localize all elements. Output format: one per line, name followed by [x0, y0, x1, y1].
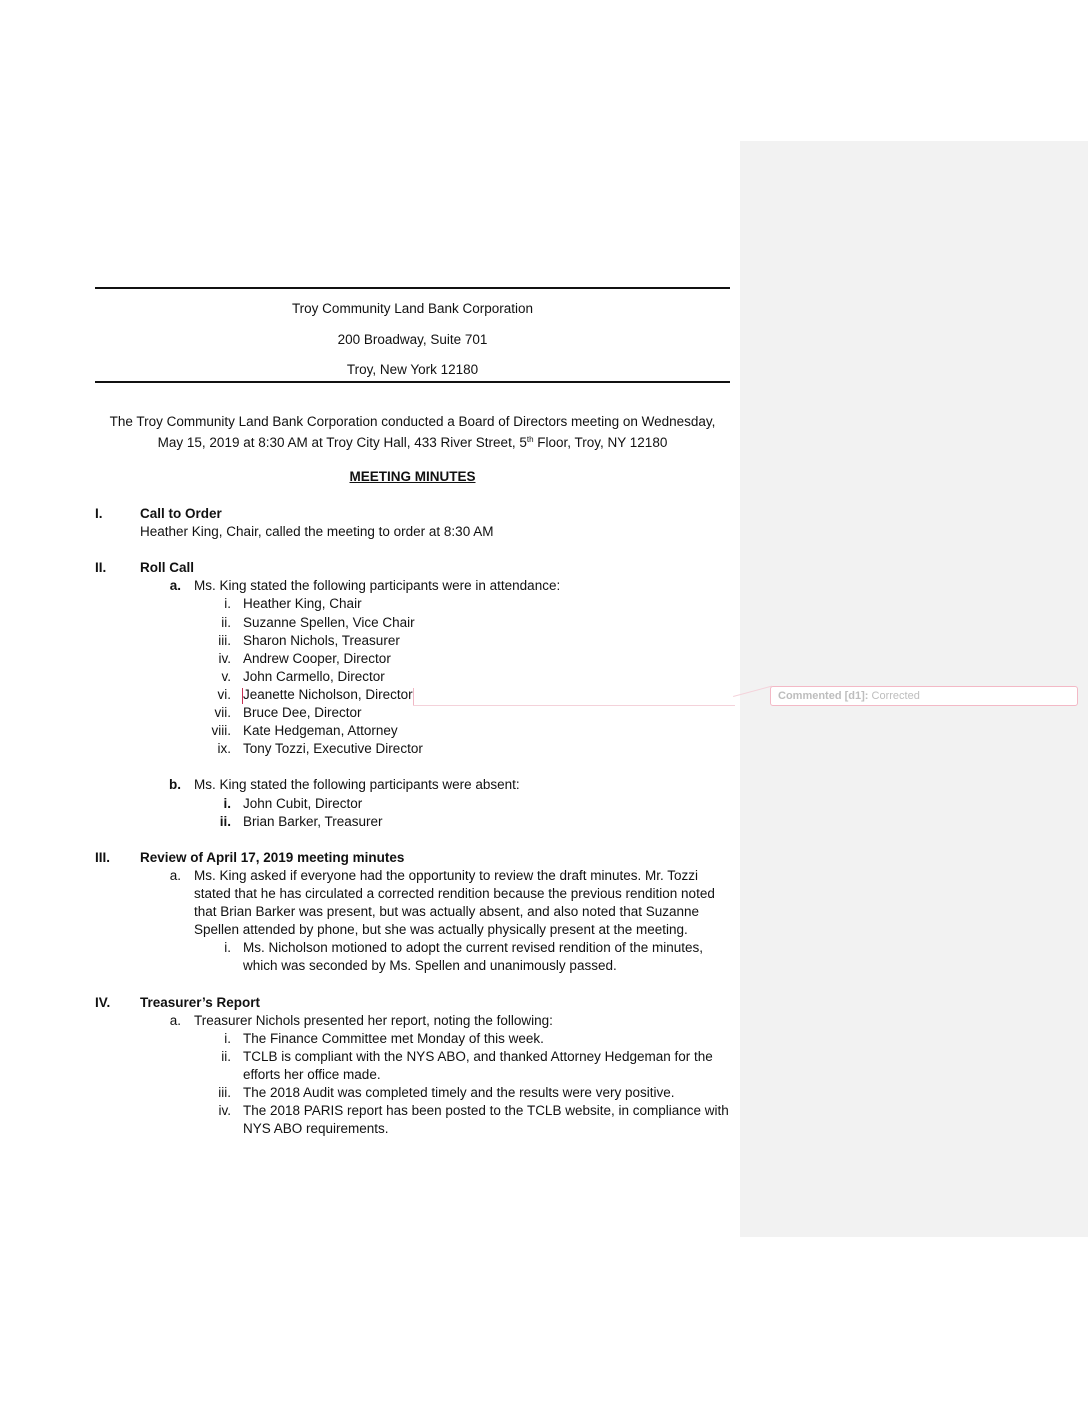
attendee: Tony Tozzi, Executive Director: [243, 741, 423, 756]
list-item: Ms. King stated the following participants were absent:: [194, 777, 520, 792]
attendee: Sharon Nichols, Treasurer: [243, 633, 400, 648]
list-item: Treasurer Nichols presented her report, noting the following:: [194, 1013, 553, 1028]
header-bottom-rule: [95, 381, 730, 383]
list-number: v.: [221, 669, 231, 684]
list-number: i.: [224, 1031, 231, 1046]
list-label: a.: [169, 868, 181, 883]
section-heading: Roll Call: [140, 560, 195, 575]
comment-author: Commented [d1]:: [778, 690, 869, 702]
attendee-commented[interactable]: Jeanette Nicholson, Director: [243, 687, 413, 702]
list-item: TCLB is compliant with the NYS ABO, and thanked Attorney Hedgeman for the efforts her office made.: [243, 1049, 713, 1082]
list-item: Ms. King stated the following participants were in attendance:: [194, 578, 561, 593]
attendee: Kate Hedgeman, Attorney: [243, 723, 398, 738]
header-top-rule: [95, 287, 730, 289]
list-number: vii.: [214, 705, 231, 720]
list-item: The 2018 PARIS report has been posted to the TCLB website, in compliance with NYS ABO requirements.: [243, 1103, 729, 1136]
attendee: Suzanne Spellen, Vice Chair: [243, 615, 415, 630]
list-number: iii.: [218, 633, 231, 648]
list-number: viii.: [211, 723, 231, 738]
list-item: The 2018 Audit was completed timely and the results were very positive.: [243, 1085, 675, 1100]
address-line2: Troy, New York 12180: [346, 362, 479, 377]
list-number: ii.: [221, 1049, 231, 1064]
list-number: ii.: [219, 814, 231, 829]
comment-text: Corrected: [871, 690, 920, 702]
section-number: II.: [95, 560, 107, 575]
list-number: ii.: [221, 615, 231, 630]
list-item: The Finance Committee met Monday of this week.: [243, 1031, 544, 1046]
comment-connector: [413, 705, 735, 706]
absentee: Brian Barker, Treasurer: [243, 814, 383, 829]
list-number: i.: [224, 940, 231, 955]
section-heading: Review of April 17, 2019 meeting minutes: [140, 850, 405, 865]
attendee: Heather King, Chair: [243, 596, 362, 611]
list-number: i.: [224, 596, 231, 611]
attendee: John Carmello, Director: [243, 669, 385, 684]
list-number: i.: [223, 796, 231, 811]
section-text: Heather King, Chair, called the meeting to order at 8:30 AM: [140, 524, 494, 539]
attendee: Andrew Cooper, Director: [243, 651, 391, 666]
intro-paragraph: The Troy Community Land Bank Corporation conducted a Board of Directors meeting on Wednesday, May 15, 2019 at 8:30 AM at Troy City Hall, 433 River Street, 5th Floor, Troy, NY 12180: [109, 414, 716, 450]
list-number: ix.: [217, 741, 231, 756]
page-title: MEETING MINUTES: [349, 469, 476, 484]
comment-anchor-start: [242, 688, 243, 704]
comment-balloon[interactable]: [770, 686, 1078, 706]
list-item: Ms. King asked if everyone had the opportunity to review the draft minutes. Mr. Tozzi stated that he has circulated a corrected rendition because the previous rendition noted that Brian Barker was present, but was actually absent, and also noted that Suzanne Spellen attended by phone, but she was actually physically present at the meeting.: [194, 868, 715, 937]
section-heading: Call to Order: [140, 506, 222, 521]
section-number: III.: [95, 850, 111, 865]
list-item: Ms. Nicholson motioned to adopt the current revised rendition of the minutes, which was seconded by Ms. Spellen and unanimously passed.: [243, 940, 703, 973]
attendee: Bruce Dee, Director: [243, 705, 362, 720]
list-label: a.: [169, 578, 181, 593]
list-label: b.: [169, 777, 181, 792]
list-number: iii.: [218, 1085, 231, 1100]
address-line1: 200 Broadway, Suite 701: [337, 332, 488, 347]
section-number: IV.: [95, 995, 111, 1010]
org-name: Troy Community Land Bank Corporation: [291, 301, 534, 316]
comment-anchor-end: [413, 688, 414, 705]
list-label: a.: [169, 1013, 181, 1028]
section-heading: Treasurer’s Report: [140, 995, 261, 1010]
list-number: iv.: [218, 651, 231, 666]
list-number: iv.: [218, 1103, 231, 1118]
section-number: I.: [95, 506, 103, 521]
absentee: John Cubit, Director: [243, 796, 363, 811]
list-number: vi.: [217, 687, 231, 702]
